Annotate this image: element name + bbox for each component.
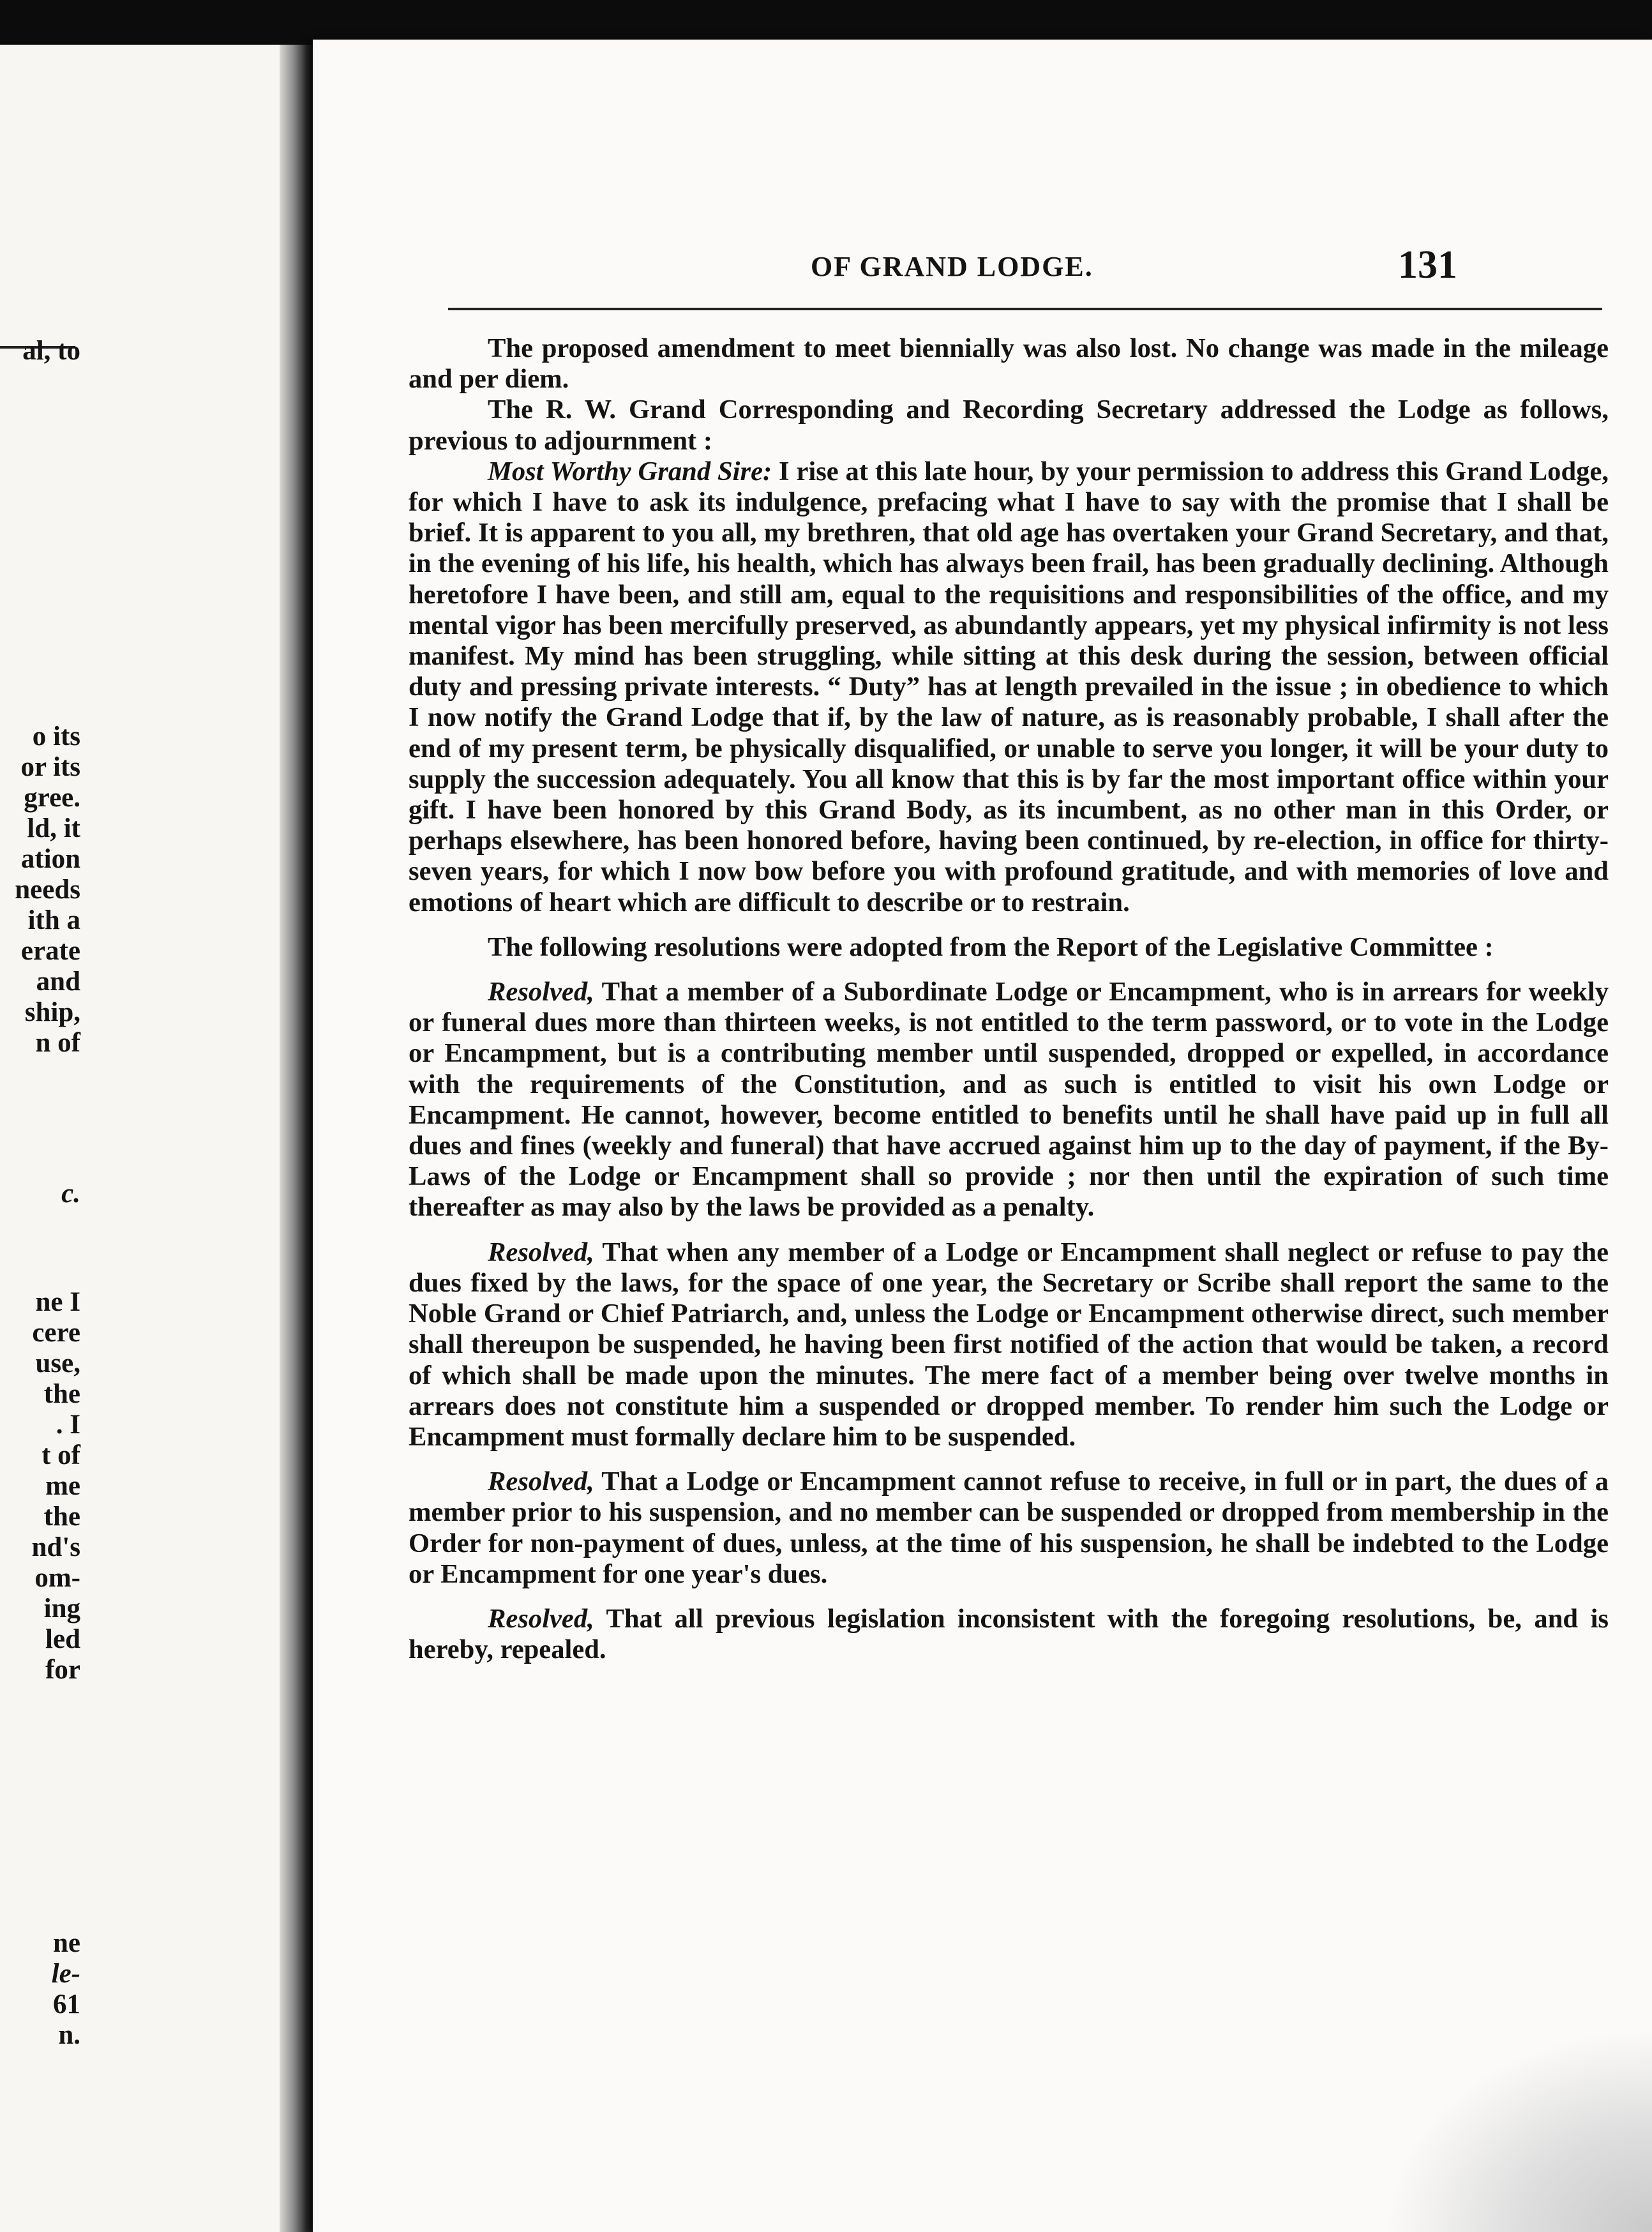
facing-page-fragment: ing — [43, 1594, 80, 1624]
page-corner-wear — [1384, 2028, 1652, 2232]
facing-page-fragment: ation — [20, 844, 80, 874]
facing-page-fragment: cere — [32, 1318, 80, 1348]
facing-page-fragment: n. — [58, 2020, 80, 2050]
salutation: Most Worthy Grand Sire: — [488, 456, 772, 486]
facing-page-fragment: the — [43, 1502, 80, 1532]
facing-page-fragment: n of — [35, 1028, 80, 1058]
resolution-4: Resolved, That all previous legislation inconsistent with the foregoing resolutions, be, and is hereby, repealed. — [409, 1603, 1609, 1665]
book-gutter — [280, 45, 318, 2232]
resolved-label: Resolved, — [488, 1603, 594, 1634]
facing-page-fragment: erate — [20, 936, 80, 966]
facing-page-fragment: nd's — [31, 1532, 80, 1562]
paragraph-secretary-speech: Most Worthy Grand Sire: I rise at this late hour, by your permission to address this Grand Lodge, for which I have to ask its indulgence, prefacing what I have to say with the promise that I shall be brief. It is apparent to you all, my brethren, that old age has overtaken your Grand Secretary, and that, in the evening of his life, his health, which has always been frail, has been gradually declining. Although heretofore I have been, and still am, equal to the requisitions and responsibilities of the office, and my mental vigor has been mercifully preserved, as abundantly appears, yet my physical infirmity is not less manifest. My mind has been struggling, while sitting at this desk during the session, between official duty and pressing private interests. “ Duty” has at length prevailed in the issue ; in obedience to which I now notify the Grand Lodge that if, by the law of nature, as is reasonably probable, I shall after the end of my present term, be physically disqualified, or unable to serve you longer, it will be your duty to supply the succession adequately. You all know that this is by far the most important office within your gift. I have been honored by this Grand Body, as its incumbent, as no other man in this Order, or perhaps elsewhere, has been honored before, having been continued, by re-election, in office for thirty-seven years, for which I now bow before you with profound gratitude, and with memories of love and emotions of heart which are difficult to describe or to restrain. — [409, 456, 1609, 917]
facing-page-fragment: ne — [53, 1928, 80, 1958]
facing-page-fragment: om- — [34, 1563, 80, 1593]
paragraph-amendment-lost: The proposed amendment to meet biennially was also lost. No change was made in the mileage and per diem. — [409, 333, 1609, 395]
facing-page-fragment: t of — [41, 1440, 80, 1470]
facing-page-fragment: and — [36, 967, 80, 997]
facing-page-fragment: c. — [61, 1179, 80, 1209]
paragraph-resolutions-intro: The following resolutions were adopted from the Report of the Legislative Committee : — [488, 931, 1494, 962]
body-text — [409, 333, 1609, 1665]
resolved-label: Resolved, — [488, 1237, 594, 1267]
facing-page-fragment: ship, — [24, 997, 80, 1027]
facing-page-fragment: led — [45, 1624, 80, 1654]
running-head: OF GRAND LODGE. — [811, 251, 1093, 282]
facing-page-fragment: . I — [56, 1410, 80, 1440]
facing-page-fragment: me — [45, 1471, 80, 1501]
resolved-label: Resolved, — [488, 1467, 594, 1497]
facing-page-fragment: or its — [20, 752, 80, 782]
facing-page-fragment: ith a — [27, 905, 80, 935]
resolution-1: Resolved, That a member of a Subordinate Lodge or Encampment, who is in arrears for weekly or funeral dues more than thirteen weeks, is not entitled to the term password, or to vote in the Lodge or Encampment, but is a contributing member until suspended, dropped or expelled, in accordance with the requirements of the Constitution, and as such is entitled to visit his own Lodge or Encampment. He cannot, however, become entitled to benefits until he shall have paid up in full all dues and fines (weekly and funeral) that have accrued against him up to the day of payment, if the By-Laws of the Lodge or Encampment shall so provide ; nor then until the expiration of such time thereafter as may also by the laws be provided as a penalty. — [409, 977, 1609, 1223]
facing-page-fragment: le- — [51, 1959, 80, 1989]
facing-page-fragment: gree. — [24, 783, 80, 813]
facing-page-fragment: the — [43, 1379, 80, 1409]
facing-page-fragment: ld, it — [27, 813, 80, 843]
paragraph-secretary-address-intro: The R. W. Grand Corresponding and Recording Secretary addressed the Lodge as follows, previous to adjournment : — [409, 395, 1609, 456]
facing-page-fragment: al, to — [22, 336, 80, 366]
resolution-3: Resolved, That a Lodge or Encampment cannot refuse to receive, in full or in part, the dues of a member prior to his suspension, and no member can be suspended or dropped from membership in the Order for non-payment of dues, unless, at the time of his suspension, he shall be indebted to the Lodge or Encampment for one year's dues. — [409, 1467, 1609, 1589]
facing-page-left — [0, 45, 280, 2232]
page-number: 131 — [1398, 243, 1457, 287]
facing-page-fragment: needs — [15, 875, 80, 905]
page-131 — [313, 40, 1652, 2232]
header-rule — [448, 308, 1602, 310]
facing-page-fragment: 61 — [53, 1989, 80, 2019]
resolution-2: Resolved, That when any member of a Lodge or Encampment shall neglect or refuse to pay the dues fixed by the laws, for the space of one year, the Secretary or Scribe shall report the same to the Noble Grand or Chief Patriarch, and, unless the Lodge or Encampment otherwise direct, such member shall thereupon be suspended, he having been first notified of the action that would be taken, a record of which shall be made upon the minutes. The mere fact of a member being over twelve months in arrears does not constitute him a suspended or dropped member. To render him such the Lodge or Encampment must formally declare him to be suspended. — [409, 1237, 1609, 1452]
facing-page-fragment: o its — [32, 721, 80, 751]
facing-page-fragment: use, — [35, 1348, 80, 1378]
resolved-label: Resolved, — [488, 977, 594, 1007]
facing-page-fragment: for — [45, 1655, 80, 1685]
facing-page-fragment: ne I — [35, 1287, 80, 1317]
